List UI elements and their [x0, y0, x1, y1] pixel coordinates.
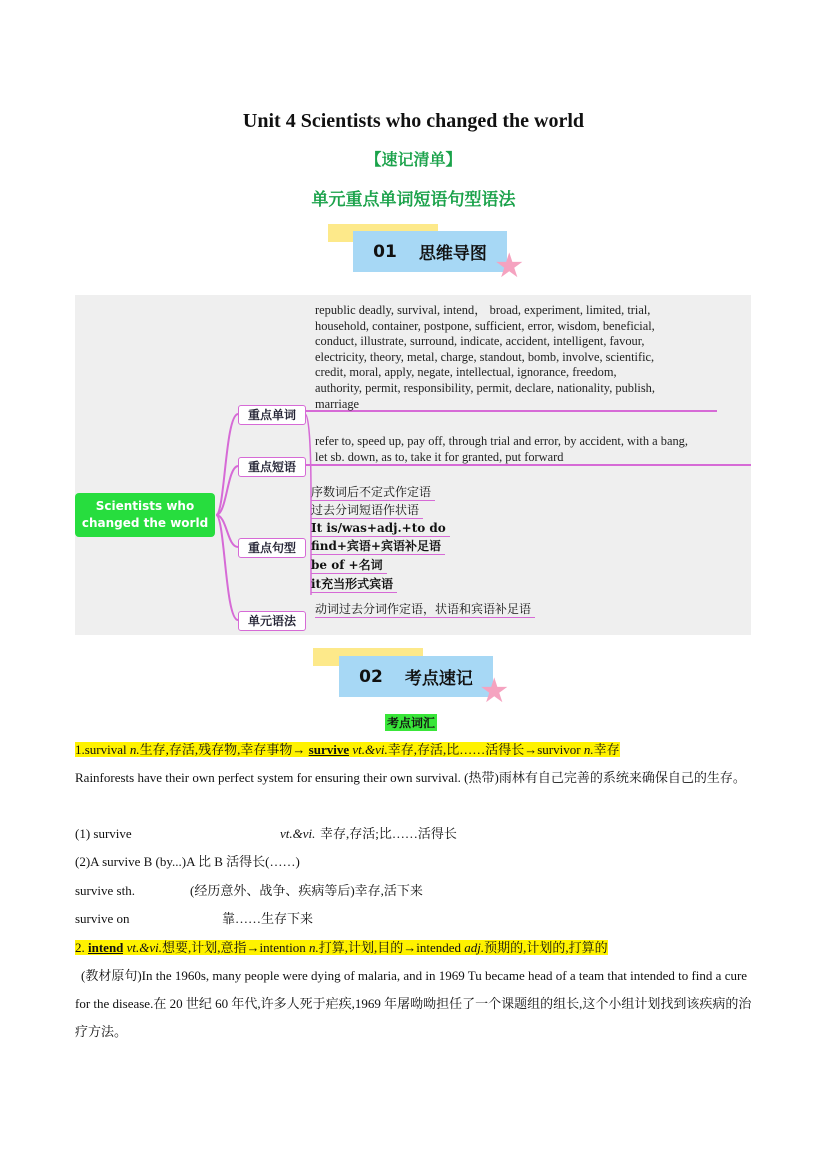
text-line: marriage: [315, 396, 360, 411]
heading-pos: adj.: [464, 940, 485, 955]
usage-line: [75, 882, 575, 900]
text-line: let sb. down, as to, take it for granted, put forward: [315, 449, 564, 464]
text-line: republic deadly, survival, intend， broad, experiment, limited, trial,: [315, 303, 651, 317]
key-phrases-text: [315, 434, 688, 465]
heading-word: intend: [88, 940, 124, 955]
star-icon: ★: [479, 673, 510, 710]
item1-example: Rainforests have their own perfect system for ensuring their own survival. (热带)雨林有自己完善的系统来确保自己的生存。: [75, 770, 746, 785]
heading-pos: vt.&vi.: [123, 940, 163, 955]
node-key-patterns: 重点句型: [238, 538, 306, 558]
heading-part: 2.: [75, 940, 88, 955]
pattern-line: it充当形式宾语: [311, 576, 397, 593]
banner-number: 02: [359, 666, 383, 687]
section-banner-keypoints: [339, 656, 493, 697]
pattern-line: It is/was+adj.+to do: [311, 520, 450, 537]
pattern-line: 序数词后不定式作定语: [311, 484, 435, 501]
heading-part: 预期的,计划的,打算的: [484, 940, 608, 955]
pattern-line: find+宾语+宾语补足语: [311, 538, 445, 555]
subtitle-main: 单元重点单词短语句型语法: [311, 190, 516, 210]
heading-part: 幸存: [593, 742, 620, 757]
usage-line: [75, 825, 457, 843]
text-line: refer to, speed up, pay off, through trial and error, by accident, with a bang,: [315, 434, 688, 448]
heading-pos: n.: [583, 742, 594, 757]
heading-part: 生存,存活,残存物,幸存事物→: [139, 742, 309, 757]
usage-meaning: 靠……生存下来: [222, 911, 314, 926]
heading-part: 想要,计划,意指→intention: [162, 940, 310, 955]
text-line: credit, moral, apply, negate, intellectual, ignorance, freedom,: [315, 365, 617, 380]
pattern-line: 过去分词短语作状语: [311, 502, 423, 519]
heading-part: 1.survival: [75, 742, 130, 757]
usage-meaning: 幸存,存活;比……活得长: [320, 826, 457, 841]
heading-pos: n.: [309, 940, 319, 955]
central-line: changed the world: [81, 516, 209, 530]
central-line: Scientists who: [95, 499, 195, 513]
item2-heading: [75, 939, 608, 957]
usage-line: [75, 910, 575, 928]
heading-part: 打算,计划,目的→intended: [318, 940, 465, 955]
text-line: household, container, postpone, sufficient, error, wisdom, beneficial,: [315, 318, 655, 333]
usage-phrase: survive sth.: [75, 883, 135, 898]
heading-part: 幸存,存活,比……活得长→survivor: [387, 742, 584, 757]
mindmap: [75, 295, 751, 635]
node-unit-grammar: 单元语法: [238, 611, 306, 631]
subtitle-bracket: 【速记清单】: [365, 150, 462, 169]
text-line: electricity, theory, metal, charge, standout, bomb, involve, scientific,: [315, 349, 655, 364]
pattern-line: be of +名词: [311, 557, 387, 574]
item1-heading: [75, 741, 620, 759]
banner-label: 思维导图: [418, 244, 487, 264]
section-banner-mindmap: [353, 231, 507, 272]
usage-line: (2)A survive B (by...)A 比 B 活得长(……): [75, 854, 300, 869]
key-words-text: [315, 303, 655, 412]
text-line: authority, permit, responsibility, permit, declare, nationality, publish,: [315, 380, 655, 395]
section-label: 考点词汇: [387, 716, 436, 730]
usage-pos: vt.&vi.: [280, 826, 316, 841]
usage-phrase: survive on: [75, 911, 130, 926]
banner-label: 考点速记: [404, 669, 473, 689]
heading-word: survive: [308, 742, 350, 757]
banner-number: 01: [373, 241, 397, 262]
page-title: Unit 4 Scientists who changed the world: [242, 110, 585, 132]
star-icon: ★: [494, 248, 525, 285]
item2-example: (教材原句)In the 1960s, many people were dying of malaria, and in 1969 Tu became head of a team that intended to find a cure for the disease.在 20 世纪 60 年代,许多人死于疟疾,1969 年屠呦呦担任了一个课题组的组长,这个小组计划找到该疾病的治疗方法。: [75, 968, 752, 1039]
node-key-phrases: 重点短语: [238, 457, 306, 477]
heading-pos: n.: [129, 742, 140, 757]
usage-phrase: (1) survive: [75, 826, 132, 841]
heading-pos: vt.&vi.: [349, 742, 388, 757]
text-line: conduct, illustrate, surround, indicate, accident, intelligent, favour,: [315, 334, 645, 349]
usage-meaning: (经历意外、战争、疾病等后)幸存,活下来: [190, 883, 423, 898]
node-key-words: 重点单词: [238, 405, 306, 425]
grammar-line: 动词过去分词作定语，状语和宾语补足语: [315, 601, 535, 618]
